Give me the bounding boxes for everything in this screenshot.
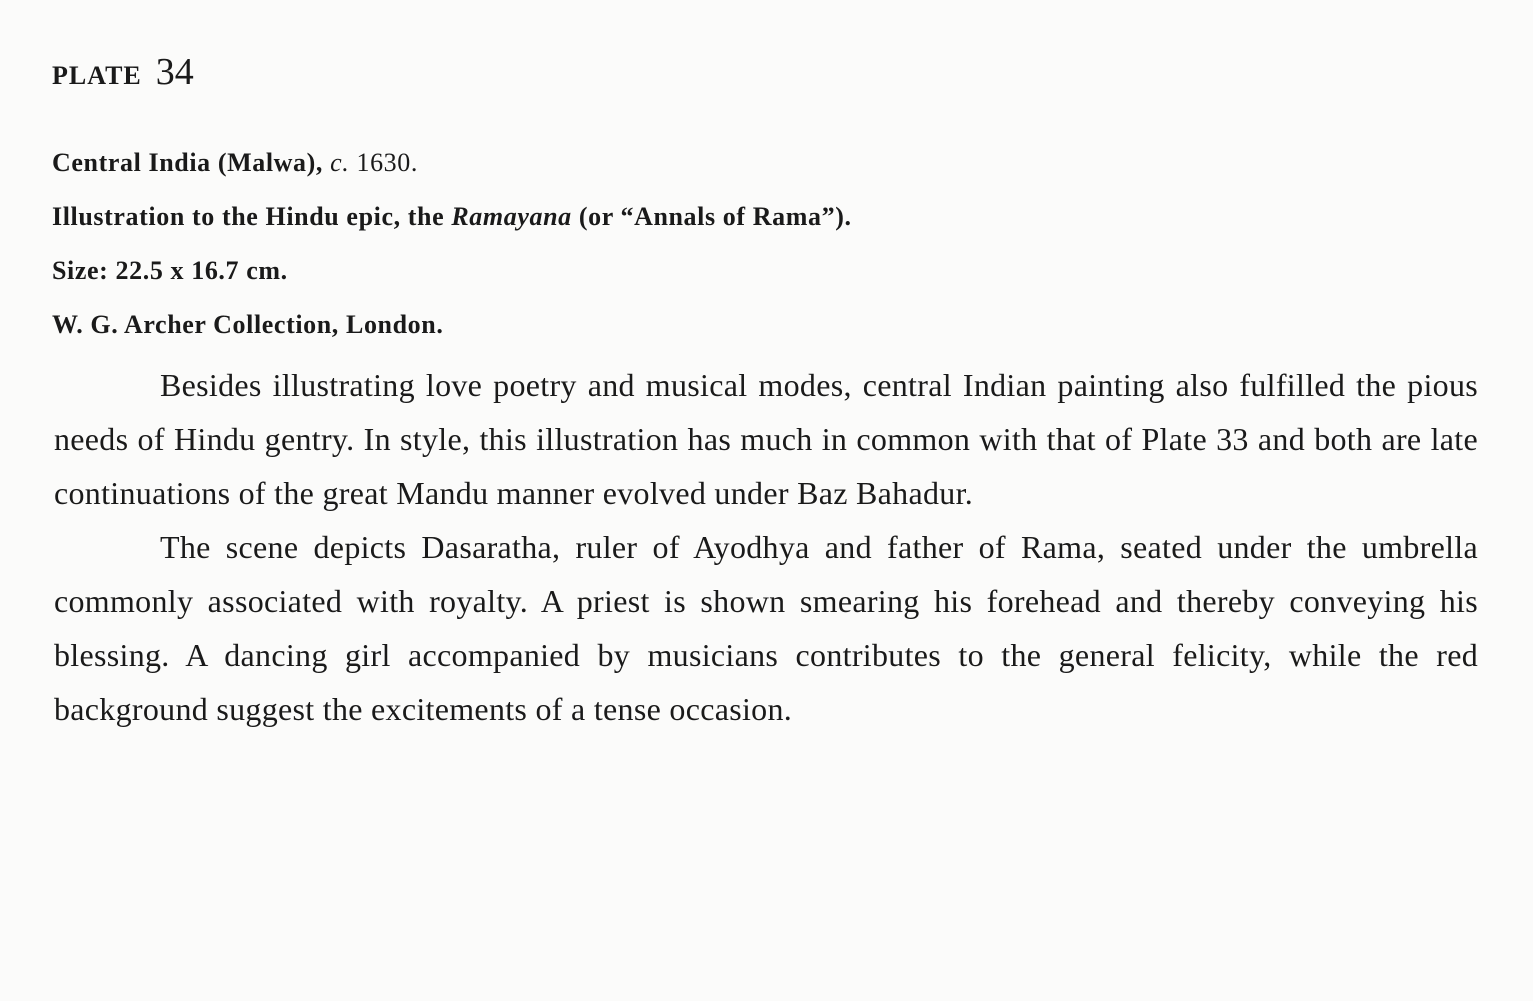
plate-heading [52, 50, 194, 94]
epic-title: Ramayana [451, 202, 572, 231]
paragraph-1: Besides illustrating love poetry and musical modes, central Indian painting also fulfilled the pious needs of Hindu gentry. In style, this illustration has much in common with that of Plate 33 and both are late continuations of the great Mandu manner evolved under Baz Bahadur. [54, 367, 1478, 511]
collection-line: W. G. Archer Collection, London. [52, 310, 444, 339]
origin-line [52, 136, 1472, 190]
illustration-line [52, 190, 1472, 244]
size-line: Size: 22.5 x 16.7 cm. [52, 256, 288, 285]
circa-text: c. [330, 148, 350, 177]
illustration-suffix: (or “Annals of Rama”). [571, 202, 852, 231]
plate-metadata [52, 136, 1472, 352]
paragraph-2: The scene depicts Dasaratha, ruler of Ayodhya and father of Rama, seated under the umbrella commonly associated with royalty. A priest is shown smearing his forehead and thereby conveying his blessing. A dancing girl accompanied by musicians contributes to the general felicity, while the red background suggest the excitements of a tense occasion. [54, 529, 1478, 727]
description-body [54, 358, 1478, 736]
illustration-prefix: Illustration to the Hindu epic, the [52, 202, 452, 231]
plate-number: 34 [155, 51, 194, 93]
origin-text: Central India (Malwa), [52, 148, 331, 177]
year-text: 1630. [349, 148, 418, 177]
plate-label: PLATE [52, 61, 142, 90]
